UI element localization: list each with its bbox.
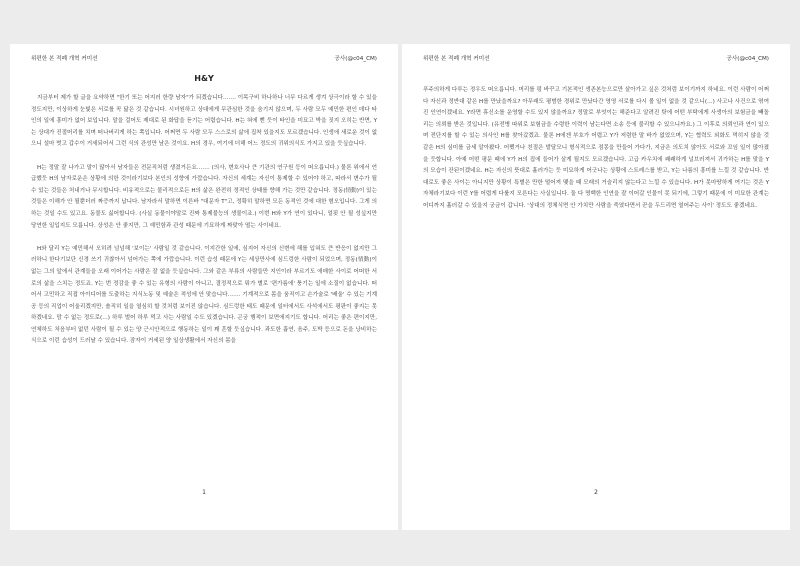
paragraph: H와 달리 Y는 예민해서 오히려 넘넘해 '보이는' 사람일 것 같습니다. 이지간한 일에, 심지어 자신의 신변에 해를 입혀도 큰 반응이 없지만 그러하니 한다기보단 신경 쓰기 귀찮아서 넘어가는 쪽에 가깝습니다. 이런 습성 때문에 Y는 세상만사에 심드렁한 사람이 되었으며, 정동(情動)이 없는 그의 앞에서 관계들을 오래 이어가는 사람은 잘 없을 듯싶습니다. 그와 같은 부류의 사람들만 지인이라 부르기도 애매한 사이로 어떠한 서로의 삶을 스치는 정도죠. Y는 번 정감을 좋 수 있는 유형의 사람이 아니고, 결정적으로 뭐가 별로 '편가름에' 퉁기는 일에 소질이 없습니다. 떠어서 고민하고 직접 아이디어를 도출하는 지식노동 및 예술은 적성에 안 맞습니다……. 기계적으로 몸을 움직이고 손가술로 '배울' 수 있는 기계공 등의 직업이 어울리겠지만, 솔직히 일을 열심히 할 것처럼 보이진 않습니다. 심드렁한 태도 때문에 일터에서도 사석에서도 평판이 좋지는 못하겠네요. 맘 수 없는 정도로(…) 하루 벌어 하루 먹고 사는 사람일 수도 있겠습니다. 곤궁 행적이 보면에지기도 합니다. 어리는 좋은 편이지만, 연체하도 처음부터 없던 사람이 될 수 있는 양 근시안적으로 행동하는 일이 꽤 흔할 듯싶습니다. 과도한 흡연, 음주, 도박 등으로 돈을 낭비하는 식으로 이런 습성이 드러날 수 있습니다. 잠자이 거세된 양 일상생활에서 자신의 몸을 [31,245,377,345]
page-number: 2 [594,489,598,496]
page-title: H&Y [194,74,214,83]
header-left-text: 위편한 본 적폐 개혁 커미션 [31,56,98,62]
running-header [31,54,377,64]
page-2-body [423,85,769,213]
paragraph: H는 정말 잘 나가고 말이 많아서 남자들은 전문직처럼 생겼거든요……. (의사, 변호사나 큰 기관의 연구원 등이 떠오릅니다.) 물론 위에서 언급했듯 H의 남자로운은 상황에 의한 것이라기보다 본인의 성향에 가깝습니다. 자신의 세계는 자신이 통제할 수 있어야 하고, 따라서 변수가 될 수 있는 것들은 처내거나 무시합니다. 비유적으로는 물리적으로든 H의 삶은 완전히 정적인 상태를 향해 가는 것만 같습니다. 정동(情動)이 있는 것들은 이해가 안 될뿐더러 짜증까지 납니다. 남자라서 말하면 이른바 "대문자 T"고, 정확히 말하면 모든 동적인 것에 대한 혐오입니다. 그게 의하는 것일 수도 있고요. 동물도 싫어합니다. (사실 동물이야말로 진짜 통제불능의 생물이죠.) 이번 H와 Y가 연이 있다니, 얼핏 안 될 성싶지만 당연한 일입지도 모릅니다. 상성은 안 좋지만, 그 예민함과 관성 때문에 기묘하게 짜맞아 떨는 사이네요. [31,164,377,229]
paragraph: 푸주의하게 다루는 정우도 떠오릅니다. 머리를 펑 바꾸고 기본적인 생존본능으로만 살아가고 싶은 것처럼 보이기까지 하네요. 이런 사람이 어쩌다 자신과 정반대 같은 H를 만났을까요? 아무래도 평범한 경위로 만났다간 영영 서로를 다시 볼 일이 없을 것 같으니(…) 사고나 사건으로 엮여진 인연이겠네요. Y라면 휴신소를 운영할 수도 있지 않을까요? 정말로 부엇이는 해준다고 알려진 탓에 어떤 부탁에게 사생아의 보험금을 빼돌리는 의뢰를 받은 것입니다. (유전병 따위로 보험금을 수령한 이력이 남는다면 소송 등에 불리할 수 있으니까요.) 그 이후로 의뢰인과 연이 있으며 전단지를 할 수 있는 의사인 H를 찾아갔겠죠. 물론 H에겐 부호가 어렵고 Y가 저렴한 말 바가 없었으며, Y는 협력도 외화도 먹히지 않을 것 같은 H의 심미를 금세 알아봤다. 어쨌거나 친절은 발달모니 형식적으로 점몽을 만들어 가다가, 지금은 의도치 않아도 서로와 꼬임 일이 많아졌을 듯합니다. 아예 어떤 평문 때에 Y가 H의 집에 들어가 살게 될지도 모르겠습니다. 고급 카우치에 쾌쾌하게 널브러져서 귀가하는 H를 맞을 Y의 모습이 잔된이겠네요. H는 자신의 뜻대로 흘러가는 듯 미묘하게 어긋나는 상황에 스트레스를 받고, Y는 나름의 흥미를 느낄 것 같습니다. 반대로도 좋은 사이는 아니지만 상황이 특별은 만한 떨어져 맺을 때 모래의 거슬리지 않는다고 느낄 수 있습니다. H가 못마땅하게 여기는 것은 Y 자체라기보다 이런 Y를 어렵게 다룰지 모른다는 사실입니다. 둘 다 명백한 인연을 잘 이어갈 인물이 못 되기에, 그렇기 때문에 이 미묘한 관계는 어디까지 흘러갈 수 있을지 궁금이 갑니다. '상대의 정체식면 안 가치만 사람을 죽였다면서 꾼을 두드리면 열어주는 사이' 정도도 좋겠네요. [423,87,769,209]
running-header [423,54,769,64]
page-1 [10,44,398,530]
page-number: 1 [202,489,206,496]
page-2 [402,44,790,530]
header-left-text: 위편한 본 적폐 개혁 커미션 [423,56,490,62]
page-1-body [31,93,377,348]
paragraph: 지금부터 제가 할 글을 요약하면 "한기 또는 어지러 한량 남자"가 되겠습니다……. 이목구비 하나하나 너무 다르게 생겨 상극이라 할 수 있을 정도지만, 이상하게 눈빛은 서로를 꼭 닮은 것 같습니다. 시녀원하고 상대에게 무관심한 것을 숨기지 않으며, 두 사람 모두 예민한 편인 데다 타인의 일에 흥미가 없어 보입니다. 말을 걸어도 제대로 된 화답을 듣기는 어렵습니다. H는 혀에 뻔 듯이 타인을 미묘고 박을 짓지 오히는 반면, Y는 상대가 진절머리를 치며 떠나버리게 하는 쪽입니다. 어쩌면 두 사람 모두 스스로의 삶에 집착 있을지도 모르겠습니다. 인생에 새로운 것이 없으니 설마 벗고 갑수이 거세되어서 그런 식의 관성만 남은 것이요. H의 경우, 여기에 더해 어느 정도의 귀위의식도 가지고 있을 듯싶습니다. [31,95,377,148]
header-right-text: 공사(@c04_CM) [726,56,769,62]
header-right-text: 공사(@c04_CM) [334,56,377,62]
